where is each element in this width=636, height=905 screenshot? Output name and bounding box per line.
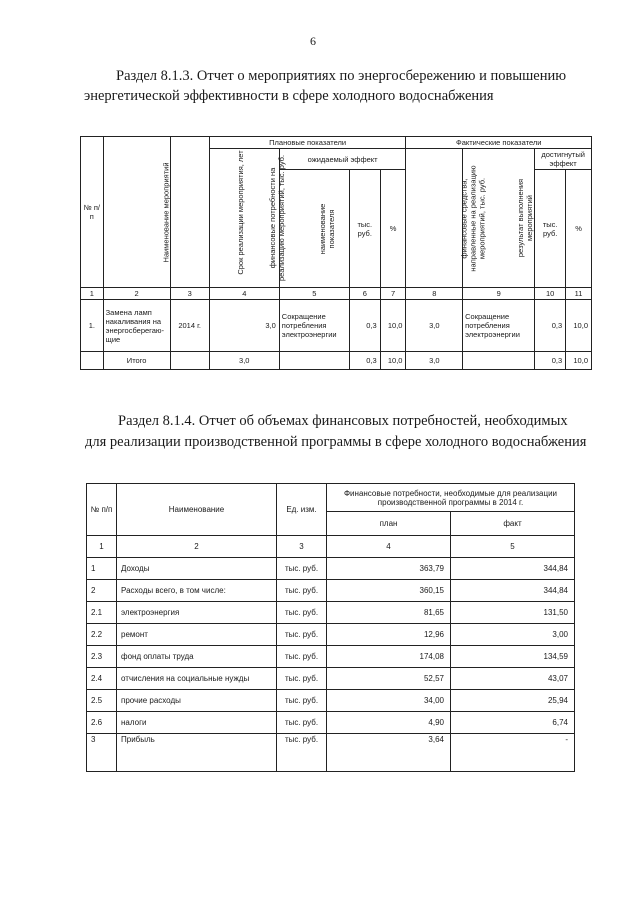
col-number: 1	[87, 536, 117, 558]
row-unit: тыс. руб.	[277, 580, 327, 602]
row-num: 2.2	[87, 624, 117, 646]
row-plan: 4,90	[327, 712, 451, 734]
row-num: 1.	[81, 300, 104, 352]
table-row	[87, 712, 575, 734]
table-row	[87, 646, 575, 668]
row-unit: тыс. руб.	[277, 668, 327, 690]
row-num: 2.3	[87, 646, 117, 668]
row-name: Расходы всего, в том числе:	[117, 580, 277, 602]
header-expected-effect: ожидаемый эффект	[279, 149, 406, 170]
section1-heading-line2: энергетической эффективности в сфере холодного водоснабжения	[84, 88, 494, 104]
col-number: 5	[451, 536, 575, 558]
row-plan: 360,15	[327, 580, 451, 602]
row-name: ремонт	[117, 624, 277, 646]
row-name: Прибыль	[117, 734, 277, 772]
total-rub: 0,3	[349, 352, 380, 370]
col-number: 5	[279, 288, 349, 300]
header-fact-group: Фактические показатели	[406, 137, 592, 149]
row-name: фонд оплаты труда	[117, 646, 277, 668]
row-plan: 12,96	[327, 624, 451, 646]
row-fin: 3,0	[209, 300, 279, 352]
row-name: отчисления на социальные нужды	[117, 668, 277, 690]
header-name: Наименование мероприятий	[103, 137, 170, 288]
row-plan: 81,65	[327, 602, 451, 624]
row-unit: тыс. руб.	[277, 624, 327, 646]
row-plan: 363,79	[327, 558, 451, 580]
header-fact-thous-rub: тыс. руб.	[535, 170, 566, 288]
table-row	[87, 668, 575, 690]
row-fact: 131,50	[451, 602, 575, 624]
total-row	[81, 352, 592, 370]
row-fact-pct: 10,0	[566, 300, 592, 352]
col-number: 8	[406, 288, 463, 300]
row-rub: 0,3	[349, 300, 380, 352]
row-fact: 25,94	[451, 690, 575, 712]
section2-heading-line1: Раздел 8.1.4. Отчет об объемах финансовых потребностей, необходимых	[118, 413, 568, 429]
row-fact: 344,84	[451, 580, 575, 602]
col-number: 10	[535, 288, 566, 300]
header-term: Срок реализации мероприятия, лет	[170, 137, 209, 288]
row-name: Замена ламп накаливания на энергосберегаю-щие	[103, 300, 170, 352]
row-unit: тыс. руб.	[277, 558, 327, 580]
header-fact-funds: финансовые средства, направленные на реализацию мероприятий, тыс. руб.	[406, 149, 463, 288]
row-num: 2.4	[87, 668, 117, 690]
row-fact: 3,00	[451, 624, 575, 646]
col-number: 2	[117, 536, 277, 558]
total-fact-pct: 10,0	[566, 352, 592, 370]
row-fact: 134,59	[451, 646, 575, 668]
section2-heading-line2: для реализации производственной программы в сфере холодного водоснабжения	[85, 434, 587, 450]
row-name: электроэнергия	[117, 602, 277, 624]
row-unit: тыс. руб.	[277, 712, 327, 734]
row-plan: 34,00	[327, 690, 451, 712]
section1-heading-line1: Раздел 8.1.3. Отчет о мероприятиях по энергосбережению и повышению	[116, 68, 567, 84]
table-row	[87, 602, 575, 624]
row-fact: 43,07	[451, 668, 575, 690]
row-fact: -	[451, 734, 575, 772]
row-fact: 6,74	[451, 712, 575, 734]
header-result: результат выполнения мероприятий	[463, 149, 535, 288]
header-thous-rub: тыс. руб.	[349, 170, 380, 288]
header-fact: факт	[451, 512, 575, 536]
col-number: 1	[81, 288, 104, 300]
col-number: 3	[277, 536, 327, 558]
table-row	[87, 624, 575, 646]
row-term: 2014 г.	[170, 300, 209, 352]
header-fin-group: Финансовые потребности, необходимые для реализации производственной программы в 2014 г.	[327, 484, 575, 512]
row-num: 2.1	[87, 602, 117, 624]
col-number: 2	[103, 288, 170, 300]
header-percent: %	[380, 170, 406, 288]
total-fact-fin: 3,0	[406, 352, 463, 370]
row-fact-fin: 3,0	[406, 300, 463, 352]
total-fin: 3,0	[209, 352, 279, 370]
row-unit: тыс. руб.	[277, 646, 327, 668]
table-row	[87, 690, 575, 712]
row-name: Доходы	[117, 558, 277, 580]
financial-needs-table	[86, 483, 575, 772]
total-pct: 10,0	[380, 352, 406, 370]
energy-measures-table	[80, 136, 592, 370]
row-num: 2.5	[87, 690, 117, 712]
col-number: 3	[170, 288, 209, 300]
header-plan-group: Плановые показатели	[209, 137, 406, 149]
col-number: 11	[566, 288, 592, 300]
row-name: прочие расходы	[117, 690, 277, 712]
row-num: 3	[87, 734, 117, 772]
col-number: 4	[209, 288, 279, 300]
col-number: 4	[327, 536, 451, 558]
header-num: № п/п	[87, 484, 117, 536]
header-unit: Ед. изм.	[277, 484, 327, 536]
table-row	[87, 580, 575, 602]
col-number: 7	[380, 288, 406, 300]
row-result: Сокращение потребления электроэнергии	[463, 300, 535, 352]
header-plan: план	[327, 512, 451, 536]
table-row	[87, 558, 575, 580]
row-name: налоги	[117, 712, 277, 734]
row-plan: 3,64	[327, 734, 451, 772]
page-number: 6	[310, 34, 316, 48]
header-indicator-name: наименование показателя	[279, 170, 349, 288]
row-plan: 52,57	[327, 668, 451, 690]
row-pct: 10,0	[380, 300, 406, 352]
row-indicator: Сокращение потребления электроэнергии	[279, 300, 349, 352]
row-num: 2	[87, 580, 117, 602]
total-label: Итого	[103, 352, 170, 370]
row-plan: 174,08	[327, 646, 451, 668]
col-number: 9	[463, 288, 535, 300]
row-num: 2.6	[87, 712, 117, 734]
header-fin-needs: финансовые потребности на реализацию мероприятий, тыс. руб.	[209, 149, 279, 288]
row-fact: 344,84	[451, 558, 575, 580]
row-fact-rub: 0,3	[535, 300, 566, 352]
table-row	[81, 300, 592, 352]
row-unit: тыс. руб.	[277, 690, 327, 712]
header-fact-percent: %	[566, 170, 592, 288]
row-unit: тыс. руб.	[277, 734, 327, 772]
total-fact-rub: 0,3	[535, 352, 566, 370]
col-number: 6	[349, 288, 380, 300]
header-name: Наименование	[117, 484, 277, 536]
header-num: № п/п	[81, 137, 104, 288]
table-row	[87, 734, 575, 772]
row-unit: тыс. руб.	[277, 602, 327, 624]
header-achieved-effect: достигнутый эффект	[535, 149, 592, 170]
row-num: 1	[87, 558, 117, 580]
